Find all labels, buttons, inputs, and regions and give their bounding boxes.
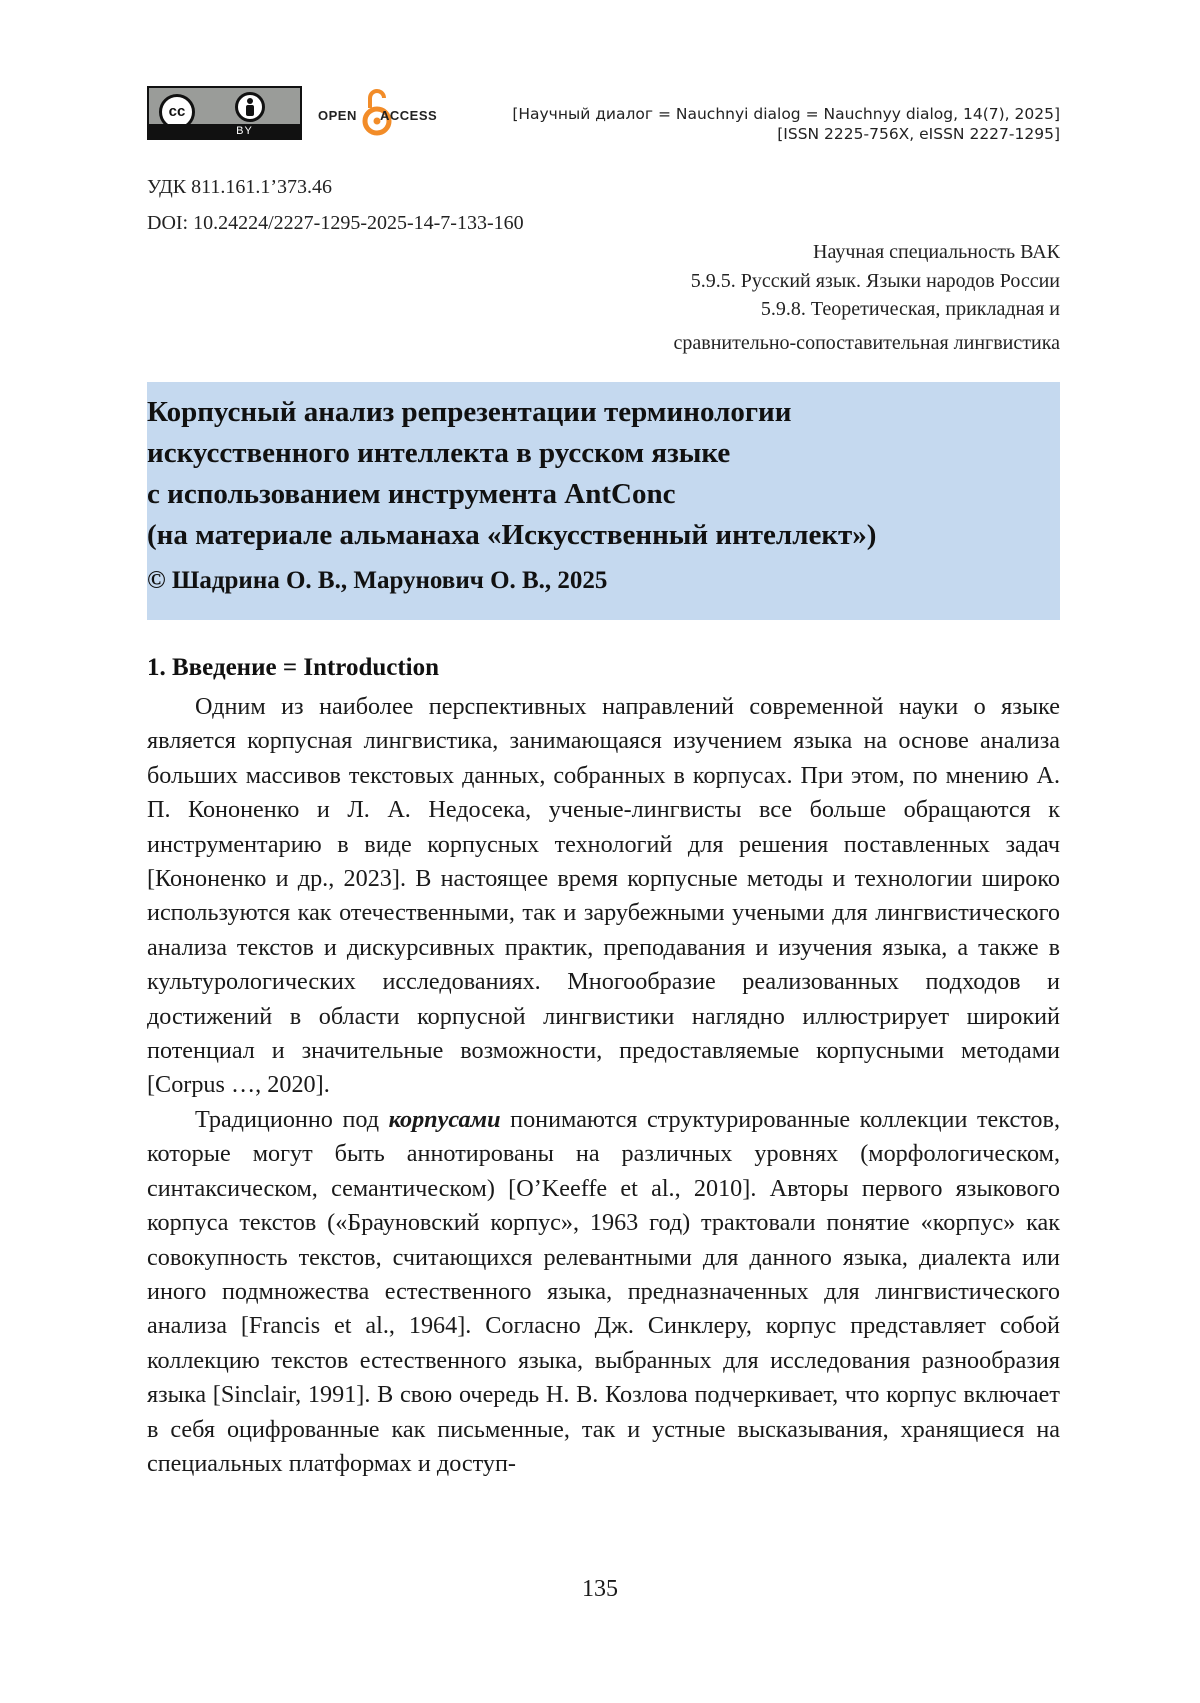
journal-citation-line1: [Научный диалог = Nauchnyi dialog = Nauchnyy dialog, 14(7), 2025] bbox=[512, 105, 1060, 123]
open-access-logo bbox=[318, 84, 468, 140]
specialty-item-598: 5.9.8. Теоретическая, прикладная и bbox=[760, 298, 1060, 320]
article-authors: © Шадрина О. В., Марунович О. В., 2025 bbox=[147, 567, 608, 594]
open-access-open-text: OPEN bbox=[318, 108, 357, 123]
page-number: 135 bbox=[582, 1576, 618, 1602]
specialty-heading: Научная специальность ВАК bbox=[813, 241, 1060, 263]
paragraph-text: Традиционно под bbox=[195, 1105, 380, 1133]
body-paragraph: Одним из наиболее перспективных направлений современной науки о языке является корпусная лингвистика, занимающаяся изучением языка на основе анализа больших массивов текстовых данных, собранных в корпусах. При этом, по мнению А. П. Кононенко и Л. А. Недосека, ученые-лингвисты все больше обращаются к инструментарию в виде корпусных технологий для решения поставленных задач [Кононенко и др., 2023]. В настоящее время корпусные методы и технологии широко используются как отечественными, так и зарубежными учеными для лингвистического анализа текстов и дискурсивных практик, преподавания и изучения языка, а также в культурологических исследованиях. Многообразие реализованных подходов и достижений в области корпусной лингвистики наглядно иллюстрирует широкий потенциал и значительные возможности, предоставляемые корпусными методами [Corpus …, 2020]. bbox=[147, 693, 1060, 1099]
specialty-item-598-continued: сравнительно-сопоставительная лингвистика bbox=[673, 331, 1060, 354]
cc-icon: cc bbox=[159, 94, 195, 130]
body-paragraph bbox=[147, 1103, 1060, 1481]
doi-link[interactable]: DOI: 10.24224/2227-1295-2025-14-7-133-160 bbox=[147, 212, 524, 234]
title-line: Корпусный анализ репрезентации терминологии bbox=[147, 396, 792, 428]
journal-citation bbox=[512, 104, 1060, 144]
open-access-access-text: ACCESS bbox=[380, 108, 438, 123]
article-title-block bbox=[147, 382, 1060, 620]
journal-issn-line: [ISSN 2225-756X, eISSN 2227-1295] bbox=[777, 125, 1060, 143]
scientific-specialty bbox=[674, 238, 1061, 357]
article-body bbox=[147, 690, 1060, 1481]
title-line: с использованием инструмента AntConc bbox=[147, 478, 676, 510]
paragraph-text: понимаются структурированные коллекции текстов, которые могут быть аннотированы на различных уровнях (морфологическом, синтаксическом, семантическом) [O’Keeffe et al., 2010]. Авторы первого языкового корпуса текстов («Брауновский корпус», 1963 год) трактовали понятие «корпус» как совокупность текстов, считающихся релевантными для данного языка, диалекта или иного подмножества естественного языка, предназначенных для лингвистического анализа [Francis et al., 1964]. Согласно Дж. Синклеру, корпус представляет собой коллекцию текстов естественного языка, выбранных для исследования разнообразия языка [Sinclair, 1991]. В свою очередь Н. В. Козлова подчеркивает, что корпус включает в себя оцифрованные как письменные, так и устные высказывания, хранящиеся на специальных платформах и доступ- bbox=[147, 1105, 1060, 1477]
title-line: (на материале альманаха «Искусственный интеллект») bbox=[147, 519, 877, 551]
section-heading: 1. Введение = Introduction bbox=[147, 654, 440, 681]
udk-code: УДК 811.161.1’373.46 bbox=[147, 176, 333, 198]
license-label: BY bbox=[149, 124, 300, 138]
specialty-item-595: 5.9.5. Русский язык. Языки народов России bbox=[690, 269, 1060, 292]
cc-by-license-badge[interactable] bbox=[147, 86, 302, 140]
article-title bbox=[147, 392, 876, 556]
attribution-icon bbox=[235, 92, 265, 122]
title-line: искусственного интеллекта в русском языке bbox=[147, 437, 731, 469]
emphasized-term: корпусами bbox=[388, 1105, 501, 1133]
